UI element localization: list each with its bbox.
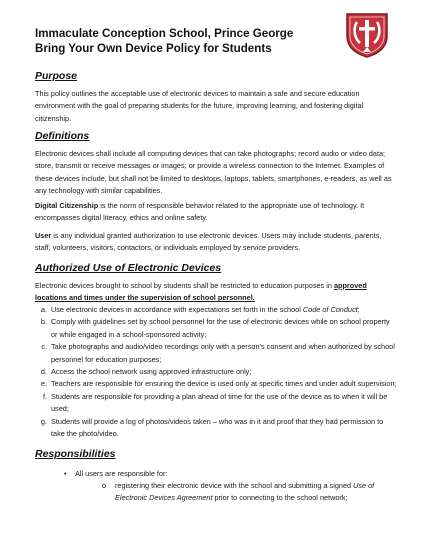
list-item-label: d. <box>40 367 47 377</box>
list-item-text: Take photographs and audio/video recordings only with a person’s consent and when authorized by school personnel for education purposes; <box>51 342 395 364</box>
definition-devices: Electronic devices shall include all computing devices that can take photographs; record audio or video data; store, transmit or receive messages or images; or provide a wireless connection to the Internet. Examples of these devices include, but shall not be limited to desktops, laptops, tablets, smartphones, e-readers, as well as any technology with similar capabilities. <box>35 149 392 196</box>
document-title <box>35 26 365 56</box>
definition-digital-citizenship <box>35 200 395 225</box>
list-item <box>35 341 397 366</box>
definition-text: is the norm of responsible behavior related to the appropriate use of technology. It encompasses digital literacy, ethics and online safety. <box>35 201 365 223</box>
term-user: User <box>35 231 52 240</box>
list-item-text: Students will provide a log of photos/videos taken – who was in it and proof that they had permission to take the photo/video. <box>51 416 384 439</box>
list-item-label: a. <box>40 305 47 314</box>
circle-bullet-icon: o <box>102 481 107 490</box>
list-item-text: Use electronic devices in accordance with expectations set forth in the school <box>51 305 303 314</box>
list-item-text: Students are responsible for providing a plan ahead of time for the use of the device as to when it will be used; <box>51 391 388 414</box>
authorized-use-list <box>35 304 397 440</box>
list-item-text: Comply with guidelines set by school personnel for the use of electronic devices while on school property or while engaged in a school-sponsored activity; <box>51 317 390 339</box>
bullet-text: All users are responsible for: <box>75 469 168 478</box>
school-crest-logo <box>343 10 391 58</box>
purpose-paragraph: This policy outlines the acceptable use of electronic devices to maintain a safe and secure education environment with the goal of preparing students for the future, improving learning, and fostering digital citizenship. <box>35 89 364 123</box>
definitions-heading: Definitions <box>35 130 90 142</box>
list-item-label: g. <box>40 416 47 426</box>
responsibilities-bullet <box>64 468 395 480</box>
purpose-heading: Purpose <box>35 70 78 82</box>
list-item-label: c. <box>41 342 47 352</box>
definition-text: is any individual granted authorization to use electronic devices. Users may include students, parents, staff, volunteers, visitors, contactors, or individuals employed by service providers. <box>35 231 382 253</box>
authorized-intro <box>35 280 395 305</box>
title-school: Immaculate Conception School, Prince George <box>35 27 294 40</box>
responsibilities-subitem <box>102 480 397 505</box>
agreement-ref: Use of Electronic Devices Agreement <box>115 481 375 503</box>
list-item-label: e. <box>40 379 47 389</box>
list-item <box>35 316 397 341</box>
list-item-text: Teachers are responsible for ensuring the device is used only at specific times and under adult supervision; <box>51 379 397 389</box>
definition-user <box>35 230 395 255</box>
intro-emphasis: approved locations and times under the supervision of school personnel. <box>35 281 367 303</box>
authorized-use-heading: Authorized Use of Electronic Devices <box>35 262 222 274</box>
bullet-icon: • <box>64 469 67 478</box>
list-item-label: f. <box>42 391 47 401</box>
responsibilities-heading: Responsibilities <box>35 448 116 460</box>
list-item-label: b. <box>40 317 47 327</box>
term-digital-citizenship: Digital Citizenship <box>35 201 99 210</box>
list-item-text: Access the school network using approved infrastructure only; <box>51 367 252 377</box>
intro-text: Electronic devices brought to school by students shall be restricted to education purposes in <box>35 281 334 290</box>
subitem-text-end: prior to connecting to the school network; <box>212 493 348 503</box>
list-item-punct: ; <box>357 305 360 314</box>
list-item <box>35 416 397 441</box>
list-item <box>35 304 397 316</box>
title-policy: Bring Your Own Device Policy for Students <box>35 42 272 55</box>
list-item <box>35 378 397 390</box>
code-of-conduct-ref: Code of Conduct <box>302 305 358 314</box>
list-item <box>35 366 397 378</box>
list-item <box>35 391 397 416</box>
subitem-text: registering their electronic device with the school and submitting a signed <box>115 481 354 490</box>
